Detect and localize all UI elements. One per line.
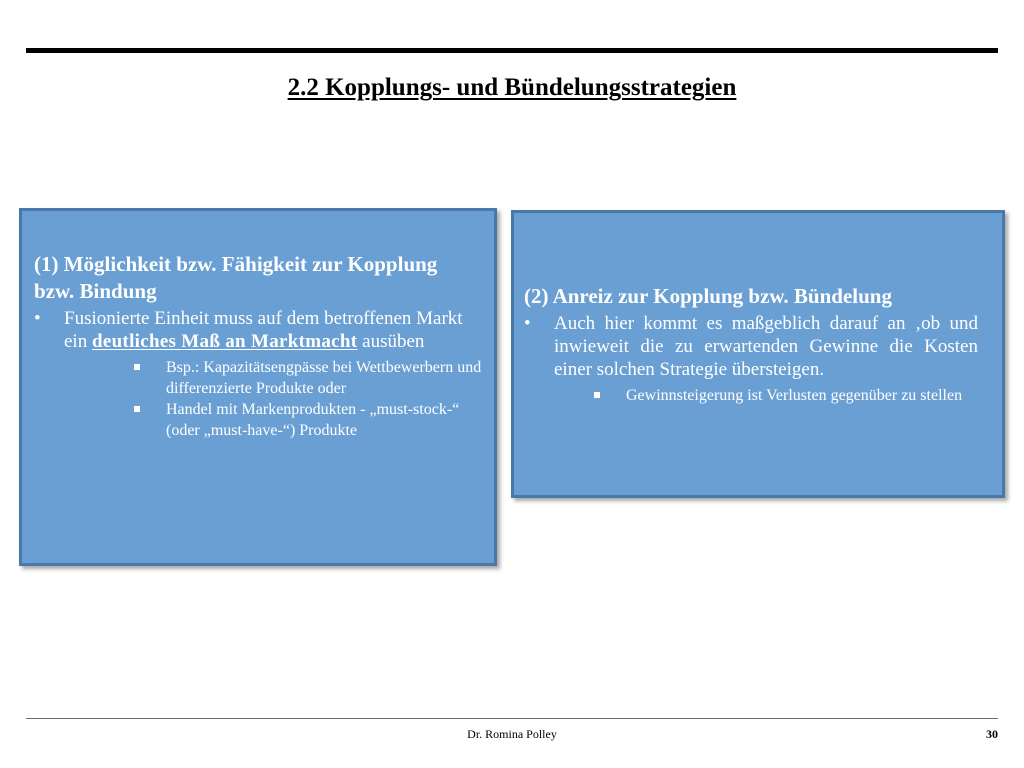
- right-bullet: • Auch hier kommt es maßgeblich darauf an ‚ob und inwieweit die zu erwartenden Gewinne die Kosten einer solchen Strategie übersteigen.: [524, 312, 978, 381]
- left-bullet-text-after: ausüben: [357, 331, 425, 352]
- left-bullet-emphasis: deutliches Maß an Marktmacht: [91, 331, 358, 352]
- right-box: [511, 210, 1005, 498]
- footer-author: Dr. Romina Polley: [467, 727, 557, 741]
- top-rule: [26, 48, 998, 53]
- right-sub-list: [524, 385, 978, 406]
- left-sub-list: [34, 357, 482, 441]
- left-bullet-list: [34, 307, 482, 353]
- left-sub-item-text: Bsp.: Kapazitätsengpässe bei Wettbewerbern und differenzierte Produkte oder: [166, 359, 482, 397]
- right-sub-item: [594, 385, 978, 406]
- left-box: [19, 208, 497, 566]
- slide-title-text: 2.2 Kopplungs- und Bündelungsstrategien: [287, 74, 737, 101]
- square-bullet-icon: [134, 364, 140, 370]
- left-bullet: [34, 307, 482, 353]
- left-sub-item: [134, 399, 482, 441]
- page-number: 30: [986, 727, 998, 741]
- slide-title: [0, 72, 1024, 104]
- left-box-heading: (1) Möglichkeit bzw. Fähigkeit zur Kopplung bzw. Bindung: [34, 252, 438, 303]
- left-sub-item: [134, 357, 482, 399]
- square-bullet-icon: [134, 406, 140, 412]
- square-bullet-icon: [594, 392, 600, 398]
- right-bullet-list: [524, 312, 978, 381]
- left-bullet-text-before: Fusionierte Einheit muss auf dem betroffenen Markt ein: [64, 308, 463, 352]
- left-sub-item-text: Handel mit Markenprodukten - „must-stock-“ (oder „must-have-“) Produkte: [166, 401, 460, 439]
- bottom-rule: [26, 718, 998, 719]
- right-sub-item-text: Gewinnsteigerung ist Verlusten gegenüber zu stellen: [626, 387, 963, 404]
- right-box-heading: (2) Anreiz zur Kopplung bzw. Bündelung: [524, 284, 892, 308]
